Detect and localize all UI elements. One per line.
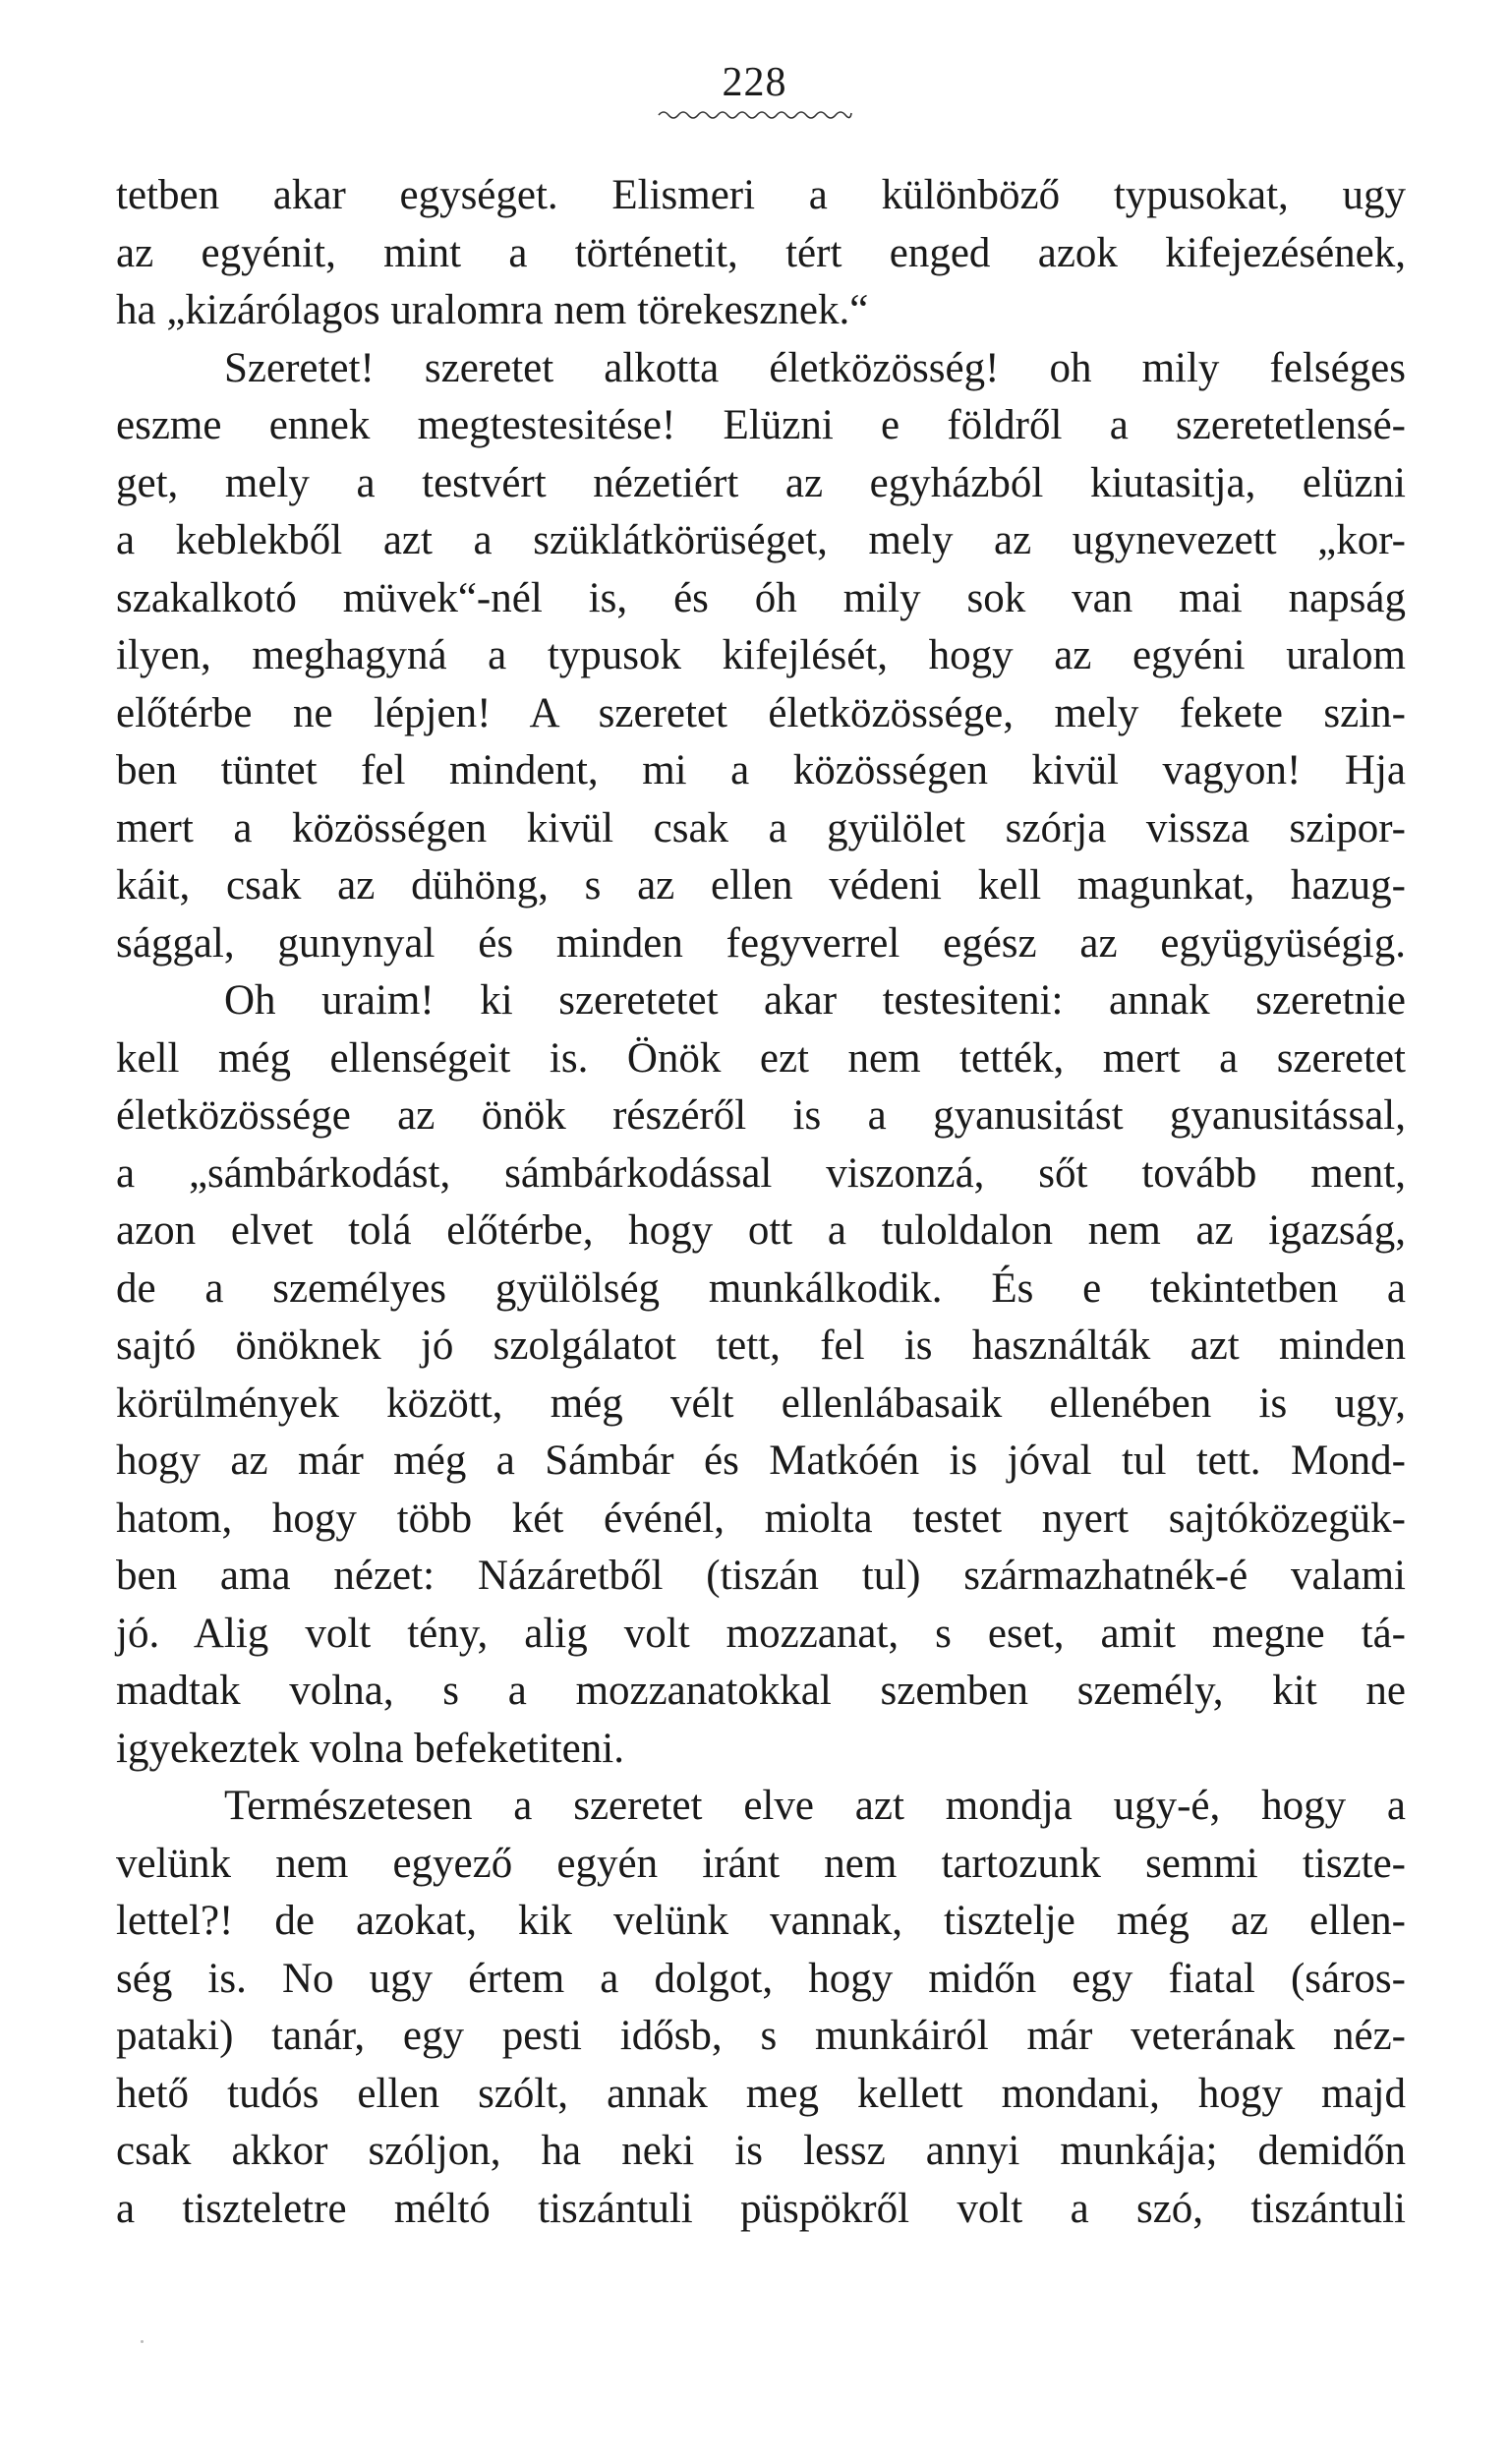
text-line: madtak volna, s a mozzanatokkal szemben személy, kit ne bbox=[116, 1668, 1406, 1714]
wavy-ornament-icon bbox=[657, 108, 853, 122]
paragraph-start-line: Szeretet! szeretet alkotta életközösség! oh mily felséges bbox=[224, 344, 1406, 391]
text-line: előtérbe ne lépjen! A szeretet életközössége, mely fekete szin- bbox=[116, 689, 1406, 736]
text-line: velünk nem egyező egyén iránt nem tartozunk semmi tiszte- bbox=[116, 1840, 1406, 1887]
text-line: lettel?! de azokat, kik velünk vannak, tisztelje még az ellen- bbox=[116, 1898, 1406, 1944]
text-line: ben ama nézet: Názáretből (tiszán tul) származhatnék-é valami bbox=[116, 1553, 1406, 1599]
text-line: azon elvet tolá előtérbe, hogy ott a tuloldalon nem az igazság, bbox=[116, 1207, 1406, 1254]
text-line: sággal, gunynyal és minden fegyverrel egész az együgyüségig. bbox=[116, 919, 1406, 967]
text-line: hető tudós ellen szólt, annak meg kellett mondani, hogy majd bbox=[116, 2070, 1406, 2117]
body-text bbox=[116, 167, 1406, 2238]
paragraph-start-line: Oh uraim! ki szeretetet akar testesiteni: annak szeretnie bbox=[224, 977, 1406, 1024]
page-number: 228 bbox=[722, 60, 787, 105]
text-line: csak akkor szóljon, ha neki is lessz annyi munkája; demidőn bbox=[116, 2128, 1406, 2174]
text-line: ség is. No ugy értem a dolgot, hogy midőn egy fiatal (sáros- bbox=[116, 1955, 1406, 2002]
text-line: káit, csak az dühöng, s az ellen védeni kell magunkat, hazug- bbox=[116, 862, 1406, 909]
text-line: eszme ennek megtestesitése! Elüzni e földről a szeretetlensé- bbox=[116, 402, 1406, 448]
text-line: kell még ellenségeit is. Önök ezt nem tették, mert a szeretet bbox=[116, 1034, 1406, 1082]
text-line: ben tüntet fel mindent, mi a közösségen kivül vagyon! Hja bbox=[116, 747, 1406, 793]
text-line: tetben akar egységet. Elismeri a különböző typusokat, ugy bbox=[116, 172, 1406, 218]
text-line: sajtó önöknek jó szolgálatot tett, fel is használták azt minden bbox=[116, 1322, 1406, 1369]
page-header bbox=[0, 59, 1509, 122]
scan-speck bbox=[141, 2340, 144, 2343]
paragraph-start-line: Természetesen a szeretet elve azt mondja ugy-é, hogy a bbox=[224, 1783, 1406, 1829]
text-line: a keblekből azt a szüklátkörüséget, mely az ugynevezett „kor- bbox=[116, 517, 1406, 563]
text-line: hogy az már még a Sámbár és Matkóén is jóval tul tett. Mond- bbox=[116, 1437, 1406, 1484]
text-line: igyekeztek volna befeketiteni. bbox=[116, 1725, 624, 1772]
text-line: mert a közösségen kivül csak a gyülölet szórja vissza szipor- bbox=[116, 804, 1406, 851]
text-line: get, mely a testvért nézetiért az egyházból kiutasitja, elüzni bbox=[116, 459, 1406, 506]
text-line: ha „kizárólagos uralomra nem törekesznek.“ bbox=[116, 287, 869, 333]
text-line: ilyen, meghagyná a typusok kifejlését, hogy az egyéni uralom bbox=[116, 632, 1406, 678]
text-line: körülmények között, még vélt ellenlábasaik ellenében is ugy, bbox=[116, 1379, 1406, 1427]
text-line: a „sámbárkodást, sámbárkodással viszonzá, sőt tovább ment, bbox=[116, 1149, 1406, 1197]
text-line: az egyénit, mint a történetit, tért enged azok kifejezésének, bbox=[116, 229, 1406, 276]
text-line: a tiszteletre méltó tiszántuli püspökről volt a szó, tiszántuli bbox=[116, 2185, 1406, 2232]
text-line: jó. Alig volt tény, alig volt mozzanat, s eset, amit megne tá- bbox=[116, 1610, 1406, 1657]
text-line: pataki) tanár, egy pesti idősb, s munkáiról már veterának néz- bbox=[116, 2013, 1406, 2059]
text-line: szakalkotó müvek“-nél is, és óh mily sok van mai napság bbox=[116, 574, 1406, 621]
text-line: életközössége az önök részéről is a gyanusitást gyanusitással, bbox=[116, 1092, 1406, 1139]
text-line: hatom, hogy több két événél, miolta testet nyert sajtóközegük- bbox=[116, 1495, 1406, 1542]
text-line: de a személyes gyülölség munkálkodik. És e tekintetben a bbox=[116, 1264, 1406, 1312]
